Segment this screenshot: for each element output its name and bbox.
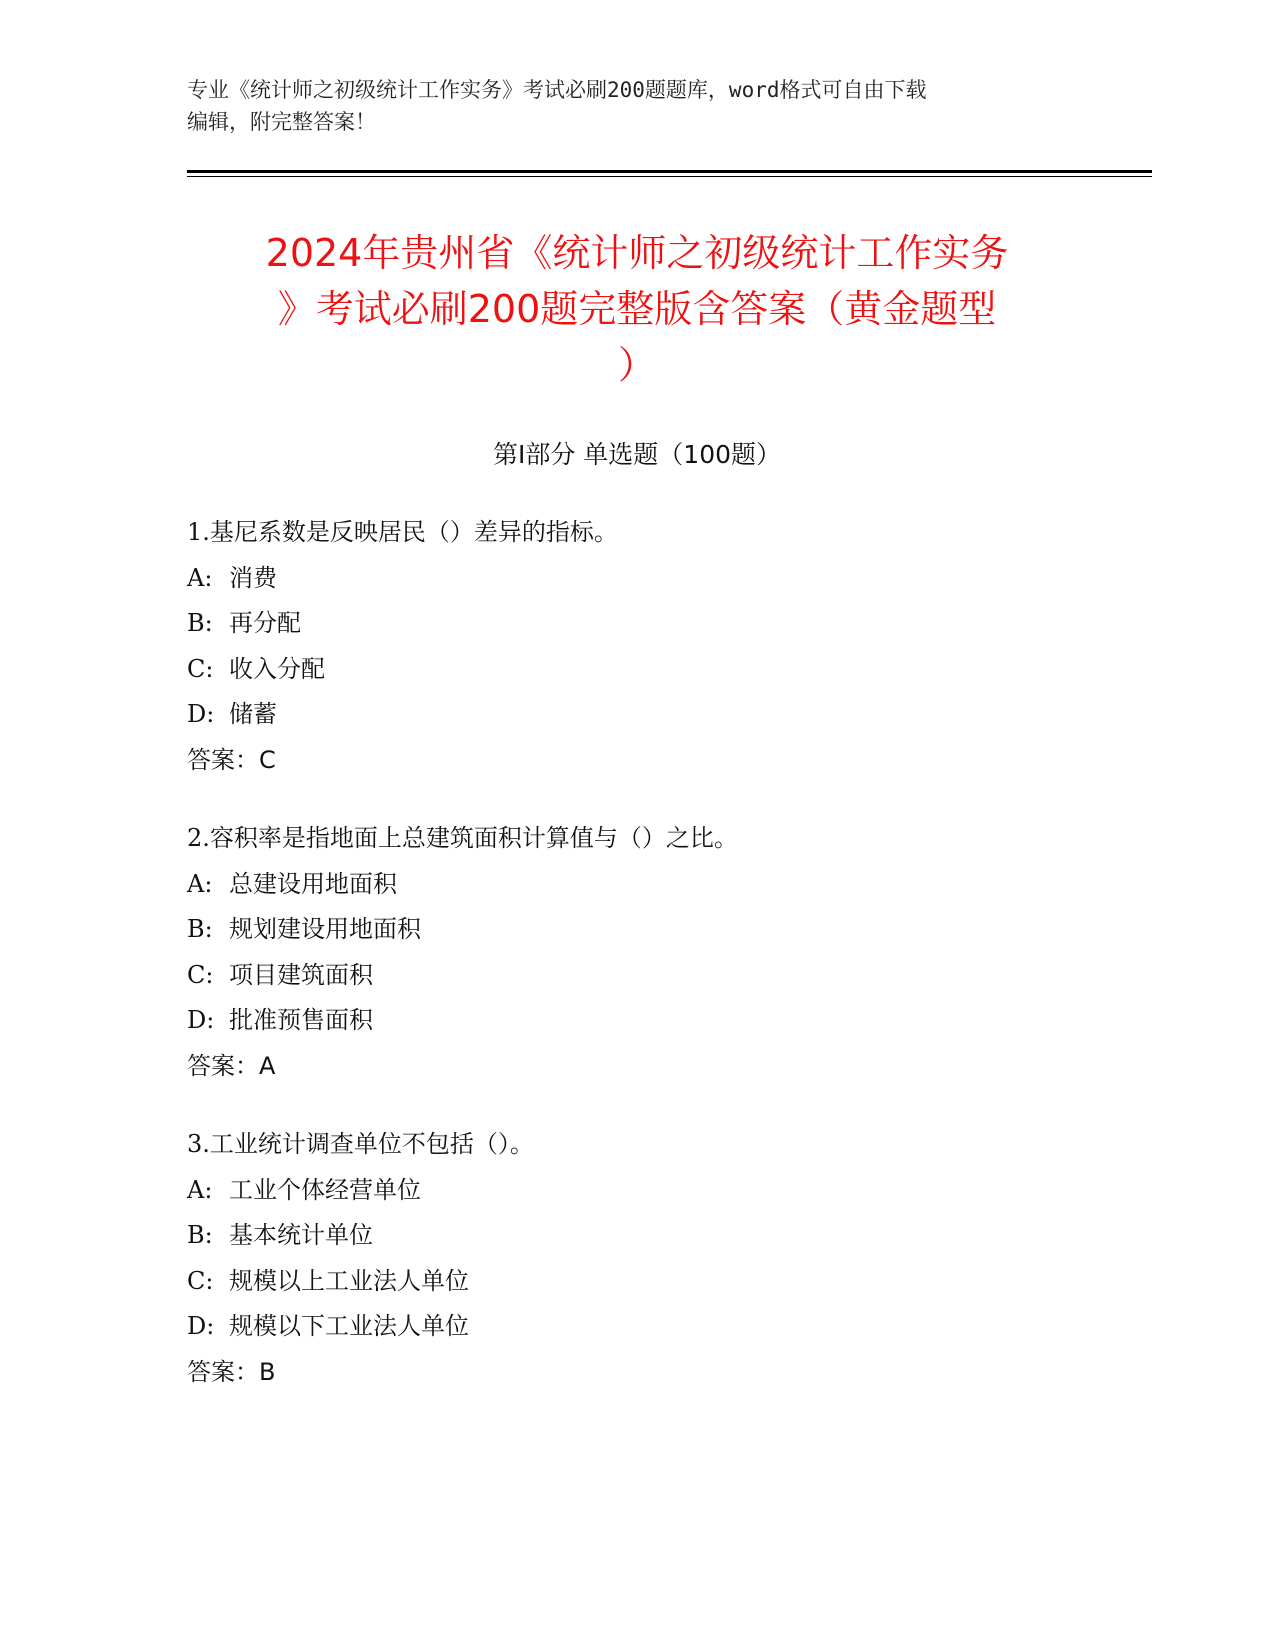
option-letter: D: <box>187 700 215 728</box>
header-rule-thin <box>187 176 1152 177</box>
answer-value: C <box>259 745 276 774</box>
answer-line <box>187 1350 1107 1396</box>
question-stem: 3.工业统计调查单位不包括（）。 <box>187 1130 534 1158</box>
option-text: 储蓄 <box>229 700 277 728</box>
option-d <box>187 998 1107 1044</box>
answer-value: A <box>259 1051 276 1080</box>
option-text: 工业个体经营单位 <box>229 1175 421 1204</box>
option-text: 规模以下工业法人单位 <box>229 1312 469 1340</box>
option-letter: A: <box>187 1175 213 1204</box>
answer-label: 答案： <box>187 745 259 774</box>
document-title-line-2: 》考试必刷200题完整版含答案（黄金题型 <box>277 287 997 331</box>
option-letter: D: <box>187 1312 215 1340</box>
option-c <box>187 647 1107 693</box>
option-text: 规划建设用地面积 <box>229 915 421 943</box>
option-a <box>187 1168 1107 1214</box>
answer-line <box>187 1044 1107 1090</box>
section-heading: 第Ⅰ部分 单选题（100题） <box>492 440 782 469</box>
question-stem: 2.容积率是指地面上总建筑面积计算值与（）之比。 <box>187 824 738 852</box>
header-note-line-2: 编辑，附完整答案！ <box>187 110 376 134</box>
document-title-line-1: 2024年贵州省《统计师之初级统计工作实务 <box>265 231 1009 275</box>
option-d <box>187 692 1107 738</box>
option-text: 项目建筑面积 <box>229 960 373 989</box>
document-title-line-3: ） <box>617 343 656 387</box>
option-a <box>187 862 1107 908</box>
option-c <box>187 953 1107 999</box>
option-letter: C: <box>187 1266 214 1295</box>
question-stem: 1.基尼系数是反映居民（）差异的指标。 <box>187 518 618 546</box>
option-b <box>187 601 1107 647</box>
option-c <box>187 1259 1107 1305</box>
option-d <box>187 1304 1107 1350</box>
option-letter: A: <box>187 869 213 898</box>
option-letter: B: <box>187 1221 213 1249</box>
option-text: 消费 <box>229 563 277 592</box>
option-text: 总建设用地面积 <box>229 869 397 898</box>
option-letter: B: <box>187 609 213 637</box>
option-letter: B: <box>187 915 213 943</box>
answer-label: 答案： <box>187 1357 259 1386</box>
question-2 <box>187 816 1107 1089</box>
question-3 <box>187 1122 1107 1395</box>
option-letter: C: <box>187 960 214 989</box>
header-note-line-1: 专业《统计师之初级统计工作实务》考试必刷200题题库，word格式可自由下载 <box>187 78 927 102</box>
option-b <box>187 1213 1107 1259</box>
option-text: 再分配 <box>229 609 301 637</box>
option-text: 批准预售面积 <box>229 1006 373 1034</box>
option-b <box>187 907 1107 953</box>
header-note <box>187 74 1087 138</box>
header-rule-thick <box>187 170 1152 173</box>
option-text: 规模以上工业法人单位 <box>229 1266 469 1295</box>
answer-line <box>187 738 1107 784</box>
answer-value: B <box>259 1357 276 1386</box>
option-text: 收入分配 <box>229 654 325 683</box>
option-text: 基本统计单位 <box>229 1221 373 1249</box>
answer-label: 答案： <box>187 1051 259 1080</box>
document-title <box>187 225 1087 393</box>
option-letter: D: <box>187 1006 215 1034</box>
option-a <box>187 556 1107 602</box>
question-1 <box>187 510 1107 783</box>
option-letter: A: <box>187 563 213 592</box>
option-letter: C: <box>187 654 214 683</box>
